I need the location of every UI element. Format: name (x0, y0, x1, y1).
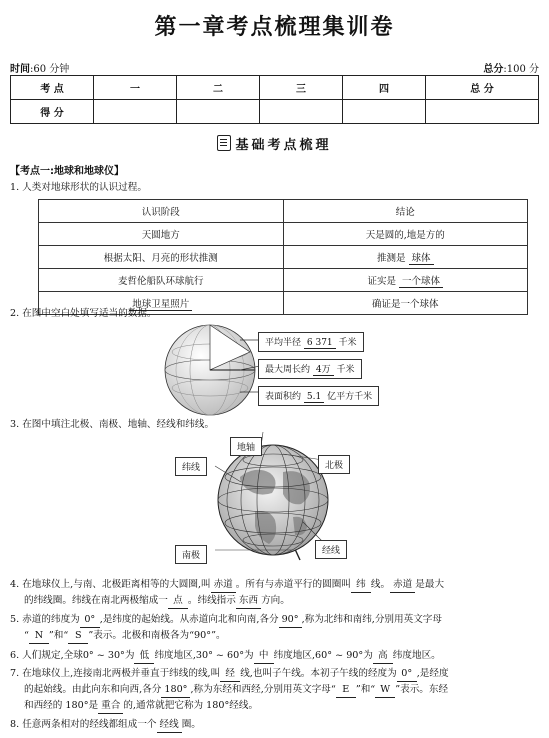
answer-blank[interactable]: 赤道 (211, 577, 236, 593)
page-title: 第一章考点梳理集训卷 (154, 14, 395, 40)
q-text: 纬度地区,30° ~ 60°为 (154, 650, 254, 661)
q-text: ”表示。东经 (395, 684, 449, 695)
score-input-cell[interactable] (343, 100, 426, 124)
table-row (39, 246, 528, 269)
answer-blank[interactable]: 球体 (409, 250, 434, 265)
score-header-cell: 一 (94, 76, 177, 100)
axis-label: 地轴 (230, 437, 262, 456)
answer-blank[interactable]: 4万 (313, 362, 334, 376)
q-text: 。所有与赤道平行的圆圈叫 (235, 579, 351, 590)
time-limit (10, 60, 69, 75)
leader-lines (240, 330, 260, 410)
answer-blank[interactable]: 经线 (157, 717, 182, 733)
answer-blank[interactable]: 赤道 (390, 577, 415, 593)
q-text: 的,通常就把它称为 180°经线。 (123, 700, 259, 711)
q-text: ,是纬度的起始线。从赤道向北和向南,各分 (99, 614, 279, 625)
time-value: :60 分钟 (30, 64, 70, 75)
answer-blank[interactable]: 5.1 (304, 392, 324, 403)
score-header-row (11, 76, 539, 100)
q-text: 4. 在地球仪上,与南、北极距离相等的大圆圈,叫 (10, 579, 211, 590)
q-text: 6. 人们规定,全球0° ~ 30°为 (10, 650, 135, 661)
q-text: ,称为东经和西经,分别用英文字母“ (190, 684, 336, 695)
question-8 (10, 717, 538, 733)
total-label: 总分 (483, 64, 504, 75)
label-unit: 亿平方千米 (327, 392, 373, 402)
question-3-text: 3. 在图中填注北极、南极、地轴、经线和纬线。 (10, 419, 215, 430)
south-pole-label: 南极 (175, 545, 207, 564)
answer-blank[interactable]: W (375, 682, 395, 698)
time-label: 时间 (10, 64, 30, 75)
label-unit: 千米 (338, 338, 357, 348)
conclusion-text: 证实是 (367, 275, 396, 287)
question-4 (10, 577, 538, 609)
topic-heading: 【考点一:地球和地球仪】 (10, 166, 124, 177)
score-input-cell[interactable] (94, 100, 177, 124)
score-header-cell: 四 (343, 76, 426, 100)
score-header-cell: 考 点 (11, 76, 94, 100)
q-text: ”和“ (355, 684, 376, 695)
score-header-cell: 三 (260, 76, 343, 100)
section-banner-text: 基础考点梳理 (235, 138, 332, 153)
north-pole-label: 北极 (318, 455, 350, 474)
q-text: 方向。 (261, 595, 290, 606)
stage-text: 地球卫星照片 (129, 296, 192, 311)
question-7 (10, 666, 538, 714)
answer-blank[interactable]: 0° (397, 666, 417, 682)
score-value-row (11, 100, 539, 124)
score-header-cell: 总 分 (426, 76, 539, 100)
answer-blank[interactable]: 90° (279, 612, 302, 628)
label-text: 表面积约 (265, 392, 302, 402)
q-text: 圈。 (181, 719, 201, 730)
q-text: 纬度地区,60° ~ 90°为 (273, 650, 373, 661)
q-text: 线。 (370, 579, 391, 590)
q-text: ,是经度 (416, 668, 449, 679)
q-text: 纬度地区。 (392, 650, 441, 661)
surface-area-label (258, 386, 379, 406)
longitude-label: 经线 (315, 540, 347, 559)
answer-blank[interactable]: 一个球体 (399, 273, 443, 288)
section-banner (0, 134, 549, 153)
q-text: 8. 任意两条相对的经线都组成一个 (10, 719, 157, 730)
question-2-text: 2. 在图中空白处填写适当的数据。 (10, 308, 157, 319)
answer-blank[interactable]: 180° (161, 682, 190, 698)
radius-label (258, 332, 364, 352)
answer-blank[interactable]: 经 (220, 666, 240, 682)
table-row (39, 269, 528, 292)
cognition-table (38, 199, 528, 315)
table-cell-stage: 根据太阳、月亮的形状推测 (39, 246, 284, 269)
circumference-label (258, 359, 362, 379)
question-5 (10, 612, 538, 644)
table-cell-conclusion (283, 269, 528, 292)
q-text: “ (24, 630, 29, 641)
answer-blank[interactable]: 高 (373, 648, 393, 664)
score-input-cell[interactable] (426, 100, 539, 124)
table-cell-conclusion (283, 246, 528, 269)
q-text: 线,也叫子午线。本初子午线的经度为 (240, 668, 397, 679)
label-unit: 千米 (336, 365, 355, 375)
score-table (10, 75, 539, 124)
answer-blank[interactable]: 点 (168, 593, 188, 609)
answer-blank[interactable]: E (336, 682, 356, 698)
score-header-cell: 二 (177, 76, 260, 100)
latitude-label: 纬线 (175, 457, 207, 476)
conclusion-text: 天是圆的,地是方的 (365, 230, 445, 241)
table-row (39, 223, 528, 246)
table-header-row (39, 200, 528, 223)
answer-blank[interactable]: 纬 (351, 577, 371, 593)
q-text: 5. 赤道的纬度为 (10, 614, 80, 625)
label-text: 平均半径 (265, 338, 302, 348)
q-text: 的起始线。由此向东和向西,各分 (24, 684, 162, 695)
answer-blank[interactable]: N (29, 628, 49, 644)
table-header-cell: 结论 (283, 200, 528, 223)
table-cell-conclusion (283, 292, 528, 315)
q-text: 和西经的 180°是 (24, 700, 99, 711)
score-input-cell[interactable] (177, 100, 260, 124)
answer-blank[interactable]: 6 371 (304, 338, 336, 349)
answer-blank[interactable]: 中 (254, 648, 274, 664)
q-text: 7. 在地球仪上,连接南北两极并垂直于纬线的线,叫 (10, 668, 221, 679)
q-text: ”和“ (48, 630, 69, 641)
q-text: 。纬线指示 (187, 595, 236, 606)
total-score (483, 60, 539, 75)
table-cell-conclusion (283, 223, 528, 246)
answer-blank[interactable]: 0° (80, 612, 100, 628)
table-header-cell: 认识阶段 (39, 200, 284, 223)
label-text: 最大周长约 (265, 365, 311, 375)
q-text: ”表示。北极和南极各为“90°”。 (88, 630, 226, 641)
question-1-text: 1. 人类对地球形状的认识过程。 (10, 182, 147, 193)
q-text: 是最大 (415, 579, 445, 590)
answer-blank[interactable]: S (68, 628, 88, 644)
question-6 (10, 648, 538, 664)
q-text: 的纬线圈。纬线在南北两极缩成一 (24, 595, 168, 606)
table-cell-stage: 麦哲伦船队环球航行 (39, 269, 284, 292)
answer-blank[interactable]: 低 (134, 648, 154, 664)
total-value: :100 分 (503, 64, 539, 75)
answer-blank[interactable]: 东西 (236, 593, 261, 609)
conclusion-text: 确证是一个球体 (371, 299, 439, 310)
answer-blank[interactable]: 重合 (98, 698, 123, 714)
q-text: ,称为北纬和南纬,分别用英文字母 (301, 614, 442, 625)
score-row-label: 得 分 (11, 100, 94, 124)
score-input-cell[interactable] (260, 100, 343, 124)
notepad-icon (217, 135, 231, 151)
conclusion-text: 推测是 (376, 252, 406, 264)
table-cell-stage: 天圆地方 (39, 223, 284, 246)
